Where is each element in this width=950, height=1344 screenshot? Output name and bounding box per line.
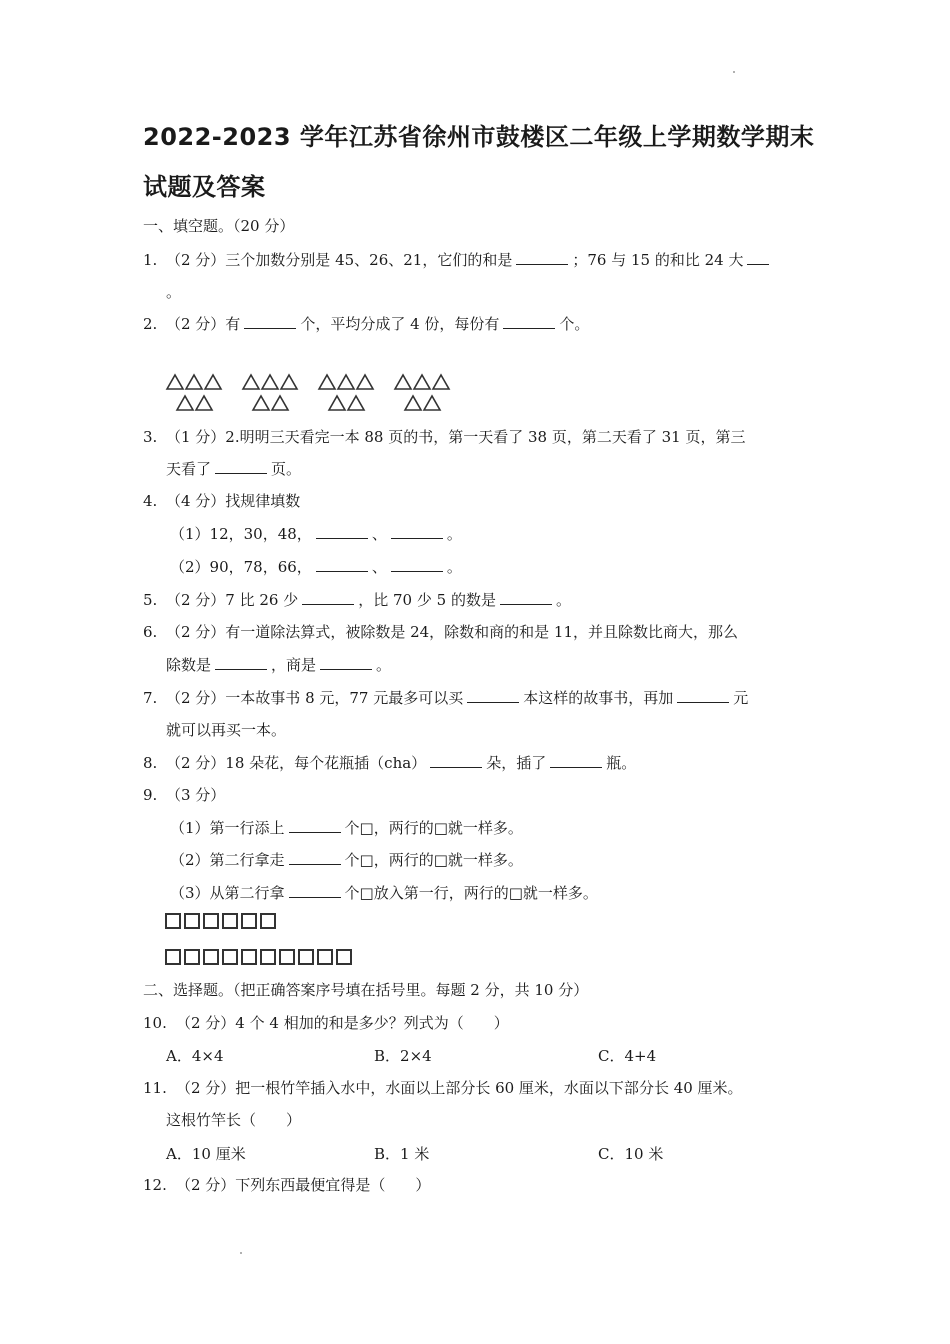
option-a[interactable]: A．10 厘米 xyxy=(166,1145,246,1163)
section-1-heading: 一、填空题。（20 分） xyxy=(143,217,295,235)
answer-blank[interactable] xyxy=(500,590,552,605)
answer-blank[interactable] xyxy=(244,314,296,329)
square xyxy=(184,913,200,929)
square xyxy=(165,913,181,929)
square xyxy=(279,949,295,965)
triangle xyxy=(281,375,297,389)
square xyxy=(203,913,219,929)
option-c[interactable]: C．4+4 xyxy=(598,1047,657,1065)
squares-row-2 xyxy=(165,949,355,968)
triangle xyxy=(348,396,364,410)
triangle xyxy=(243,375,259,389)
triangle xyxy=(262,375,278,389)
scan-dot xyxy=(240,1252,242,1254)
answer-blank[interactable] xyxy=(747,250,769,265)
square xyxy=(260,949,276,965)
scan-dot xyxy=(733,71,735,73)
answer-blank[interactable] xyxy=(320,655,372,670)
square xyxy=(298,949,314,965)
triangle xyxy=(357,375,373,389)
triangle xyxy=(329,396,345,410)
square xyxy=(241,949,257,965)
answer-blank[interactable] xyxy=(467,688,519,703)
answer-blank[interactable] xyxy=(316,524,368,539)
triangle xyxy=(319,375,335,389)
option-b[interactable]: B．1 米 xyxy=(374,1145,430,1163)
square xyxy=(260,913,276,929)
answer-blank[interactable] xyxy=(302,590,354,605)
triangle xyxy=(205,375,221,389)
section-2-heading: 二、选择题。（把正确答案序号填在括号里。每题 2 分，共 10 分） xyxy=(143,981,589,999)
triangle-groups xyxy=(167,375,449,410)
answer-blank[interactable] xyxy=(677,688,729,703)
answer-blank[interactable] xyxy=(316,557,368,572)
squares-row-1 xyxy=(165,913,279,932)
answer-blank[interactable] xyxy=(430,753,482,768)
triangle xyxy=(177,396,193,410)
square xyxy=(336,949,352,965)
answer-blank[interactable] xyxy=(550,753,602,768)
page-title: 2022-2023 学年江苏省徐州市鼓楼区二年级上学期数学期末试题及答案 xyxy=(143,123,815,201)
triangle xyxy=(167,375,183,389)
answer-blank[interactable] xyxy=(289,818,341,833)
option-a[interactable]: A．4×4 xyxy=(166,1047,224,1065)
triangle xyxy=(395,375,411,389)
square xyxy=(241,913,257,929)
square xyxy=(203,949,219,965)
answer-blank[interactable] xyxy=(215,459,267,474)
triangle xyxy=(338,375,354,389)
square xyxy=(222,949,238,965)
square xyxy=(317,949,333,965)
answer-blank[interactable] xyxy=(391,557,443,572)
square xyxy=(222,913,238,929)
triangle xyxy=(253,396,269,410)
triangle xyxy=(272,396,288,410)
triangle xyxy=(414,375,430,389)
triangle xyxy=(405,396,421,410)
answer-blank[interactable] xyxy=(391,524,443,539)
square xyxy=(184,949,200,965)
triangle xyxy=(424,396,440,410)
triangle xyxy=(433,375,449,389)
answer-blank[interactable] xyxy=(215,655,267,670)
answer-blank[interactable] xyxy=(503,314,555,329)
triangle xyxy=(186,375,202,389)
option-b[interactable]: B．2×4 xyxy=(374,1047,432,1065)
answer-blank[interactable] xyxy=(289,883,341,898)
triangles-figure xyxy=(165,372,455,416)
answer-blank[interactable] xyxy=(289,850,341,865)
answer-blank[interactable] xyxy=(516,250,568,265)
option-c[interactable]: C．10 米 xyxy=(598,1145,664,1163)
triangle xyxy=(196,396,212,410)
square xyxy=(165,949,181,965)
